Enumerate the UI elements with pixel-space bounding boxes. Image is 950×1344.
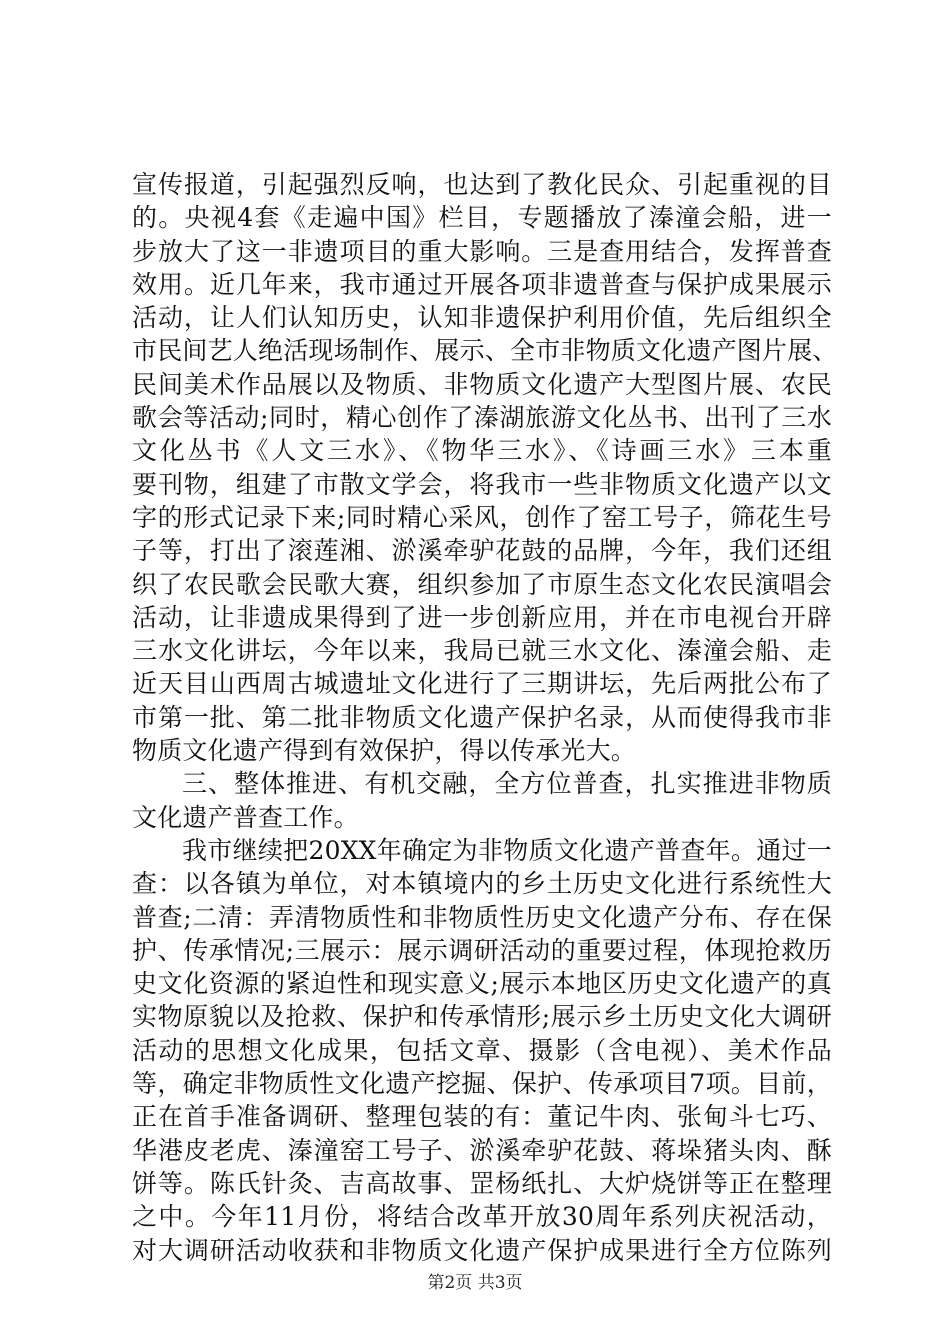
text-line: 市第一批、第二批非物质文化遗产保护名录，从而使得我市非: [132, 702, 832, 732]
text-line: 正在首手准备调研、整理包装的有：董记牛肉、张甸斗七巧、: [132, 1102, 832, 1132]
text-line: 市民间艺人绝活现场制作、展示、全市非物质文化遗产图片展、: [132, 336, 838, 366]
text-line: 之中。今年11月份，将结合改革开放30周年系列庆祝活动，: [132, 1202, 832, 1232]
text-line: 字的形式记录下来;同时精心采风，创作了窑工号子，筛花生号: [132, 502, 832, 532]
text-line: 近天目山西周古城遗址文化进行了三期讲坛，先后两批公布了: [132, 669, 832, 699]
text-line: 普查;二清：弄清物质性和非物质性历史文化遗产分布、存在保: [132, 902, 832, 932]
text-line: 实物原貌以及抢救、保护和传承情形;展示乡土历史文化大调研: [132, 1002, 832, 1032]
text-line: 要刊物，组建了市散文学会，将我市一些非物质文化遗产以文: [132, 469, 832, 499]
text-line: 三水文化讲坛，今年以来，我局已就三水文化、溱潼会船、走: [132, 636, 832, 666]
section-heading-line: 文化遗产普查工作。: [132, 802, 359, 832]
text-line: 的。央视4套《走遍中国》栏目，专题播放了溱潼会船，进一: [132, 203, 832, 233]
text-line: 子等，打出了滚莲湘、淤溪牵驴花鼓的品牌，今年，我们还组: [132, 536, 832, 566]
page-footer: [0, 1272, 950, 1294]
page-number-label: 第2页 共3页: [427, 1273, 523, 1293]
text-line: 等，确定非物质性文化遗产挖掘、保护、传承项目7项。目前，: [132, 1069, 832, 1099]
text-line: 效用。近几年来，我市通过开展各项非遗普查与保护成果展示: [132, 269, 832, 299]
text-line: 对大调研活动收获和非物质文化遗产保护成果进行全方位陈列: [132, 1235, 832, 1265]
text-line: 民间美术作品展以及物质、非物质文化遗产大型图片展、农民: [132, 369, 832, 399]
text-line: 织了农民歌会民歌大赛，组织参加了市原生态文化农民演唱会: [132, 569, 832, 599]
text-line: 我市继续把20XX年确定为非物质文化遗产普查年。通过一: [182, 835, 832, 865]
text-line: 物质文化遗产得到有效保护，得以传承光大。: [132, 736, 637, 766]
text-line: 查：以各镇为单位，对本镇境内的乡土历史文化进行系统性大: [132, 869, 832, 899]
text-line: 华港皮老虎、溱潼窑工号子、淤溪牵驴花鼓、蒋垛猪头肉、酥: [132, 1135, 832, 1165]
text-line: 步放大了这一非遗项目的重大影响。三是查用结合，发挥普查: [132, 236, 832, 266]
text-line: 宣传报道，引起强烈反响，也达到了教化民众、引起重视的目: [132, 170, 832, 199]
text-line: 护、传承情况;三展示：展示调研活动的重要过程，体现抢救历: [132, 935, 832, 965]
body-text: [132, 168, 838, 1267]
section-heading-line: 三、整体推进、有机交融，全方位普查，扎实推进非物质: [182, 769, 832, 799]
text-line: 活动，让人们认知历史，认知非遗保护利用价值，先后组织全: [132, 303, 832, 333]
text-line: 史文化资源的紧迫性和现实意义;展示本地区历史文化遗产的真: [132, 969, 832, 999]
text-line: 活动的思想文化成果，包括文章、摄影（含电视）、美术作品: [132, 1035, 832, 1065]
text-line: 活动，让非遗成果得到了进一步创新应用，并在市电视台开辟: [132, 602, 832, 632]
text-line: 文化丛书《人文三水》、《物华三水》、《诗画三水》三本重: [132, 436, 832, 466]
text-line: 歌会等活动;同时，精心创作了溱湖旅游文化丛书、出刊了三水: [132, 403, 832, 433]
text-line: 饼等。陈氏针灸、吉高故事、罡杨纸扎、大炉烧饼等正在整理: [132, 1168, 832, 1198]
